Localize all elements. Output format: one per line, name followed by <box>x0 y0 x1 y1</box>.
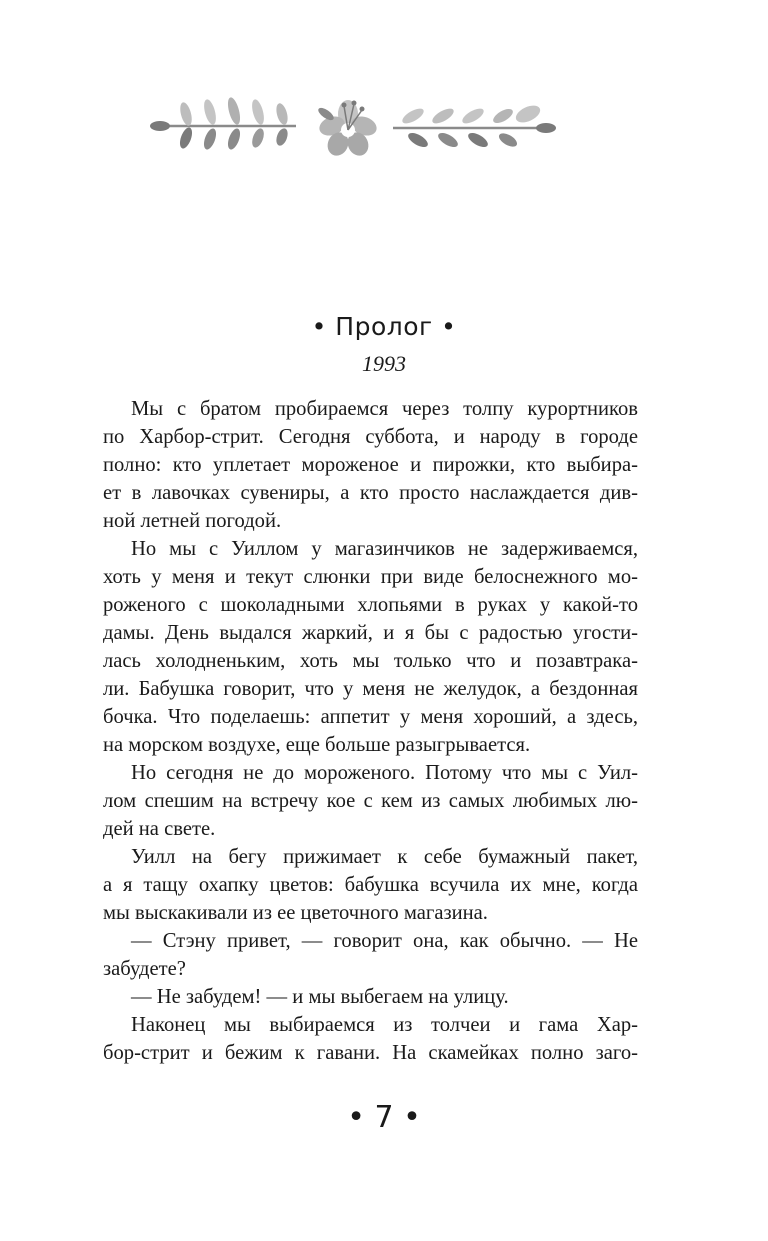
text-line: Но сегодня не до мороженого. Потому что мы с Уил- <box>131 762 638 784</box>
text-line: ли. Бабушка говорит, что у меня не желудок, а бездонная <box>103 678 638 700</box>
flower-icon <box>316 100 379 159</box>
text-line: ной летней погодой. <box>103 510 282 532</box>
body-text <box>103 395 638 1067</box>
text-line: хоть у меня и текут слюнки при виде белоснежного мо- <box>103 566 638 588</box>
chapter-title: • Пролог • <box>311 312 457 341</box>
text-line: — Не забудем! — и мы выбегаем на улицу. <box>131 986 509 1008</box>
text-line: Но мы с Уиллом у магазинчиков не задерживаемся, <box>131 538 638 560</box>
text-line: Мы с братом пробираемся через толпу курортников <box>131 398 638 420</box>
text-line: ет в лавочках сувениры, а кто просто наслаждается див- <box>103 482 638 504</box>
text-line: дамы. День выдался жаркий, и я бы с радостью угости- <box>103 622 638 644</box>
text-line: мы выскакивали из ее цветочного магазина. <box>103 902 488 924</box>
text-line: бочка. Что поделаешь: аппетит у меня хороший, а здесь, <box>103 706 638 728</box>
text-line: Уилл на бегу прижимает к себе бумажный пакет, <box>131 846 638 868</box>
text-line: роженого с шоколадными хлопьями в руках у какой-то <box>103 594 638 616</box>
chapter-year: 1993 <box>362 351 406 376</box>
text-line: забудете? <box>103 958 186 980</box>
text-line: дей на свете. <box>103 818 216 840</box>
floral-ornament <box>148 92 558 162</box>
text-line: бор-стрит и бежим к гавани. На скамейках полно заго- <box>103 1042 638 1064</box>
text-line: — Стэну привет, — говорит она, как обычно. — Не <box>131 930 638 952</box>
text-line: на морском воздухе, еще больше разыгрывается. <box>103 734 531 756</box>
right-branch-icon <box>393 102 556 150</box>
text-line: а я тащу охапку цветов: бабушка всучила их мне, когда <box>103 874 638 896</box>
left-branch-icon <box>150 96 296 151</box>
text-line: Наконец мы выбираемся из толчеи и гама Хар- <box>131 1014 638 1036</box>
text-line: по Харбор-стрит. Сегодня суббота, и народу в городе <box>103 426 638 448</box>
text-line: лом спешим на встречу кое с кем из самых любимых лю- <box>103 790 638 812</box>
text-line: лась холодненьким, хоть мы только что и позавтрака- <box>103 650 638 672</box>
page-number: • 7 • <box>347 1100 421 1135</box>
text-line: полно: кто уплетает мороженое и пирожки, кто выбира- <box>103 454 638 476</box>
